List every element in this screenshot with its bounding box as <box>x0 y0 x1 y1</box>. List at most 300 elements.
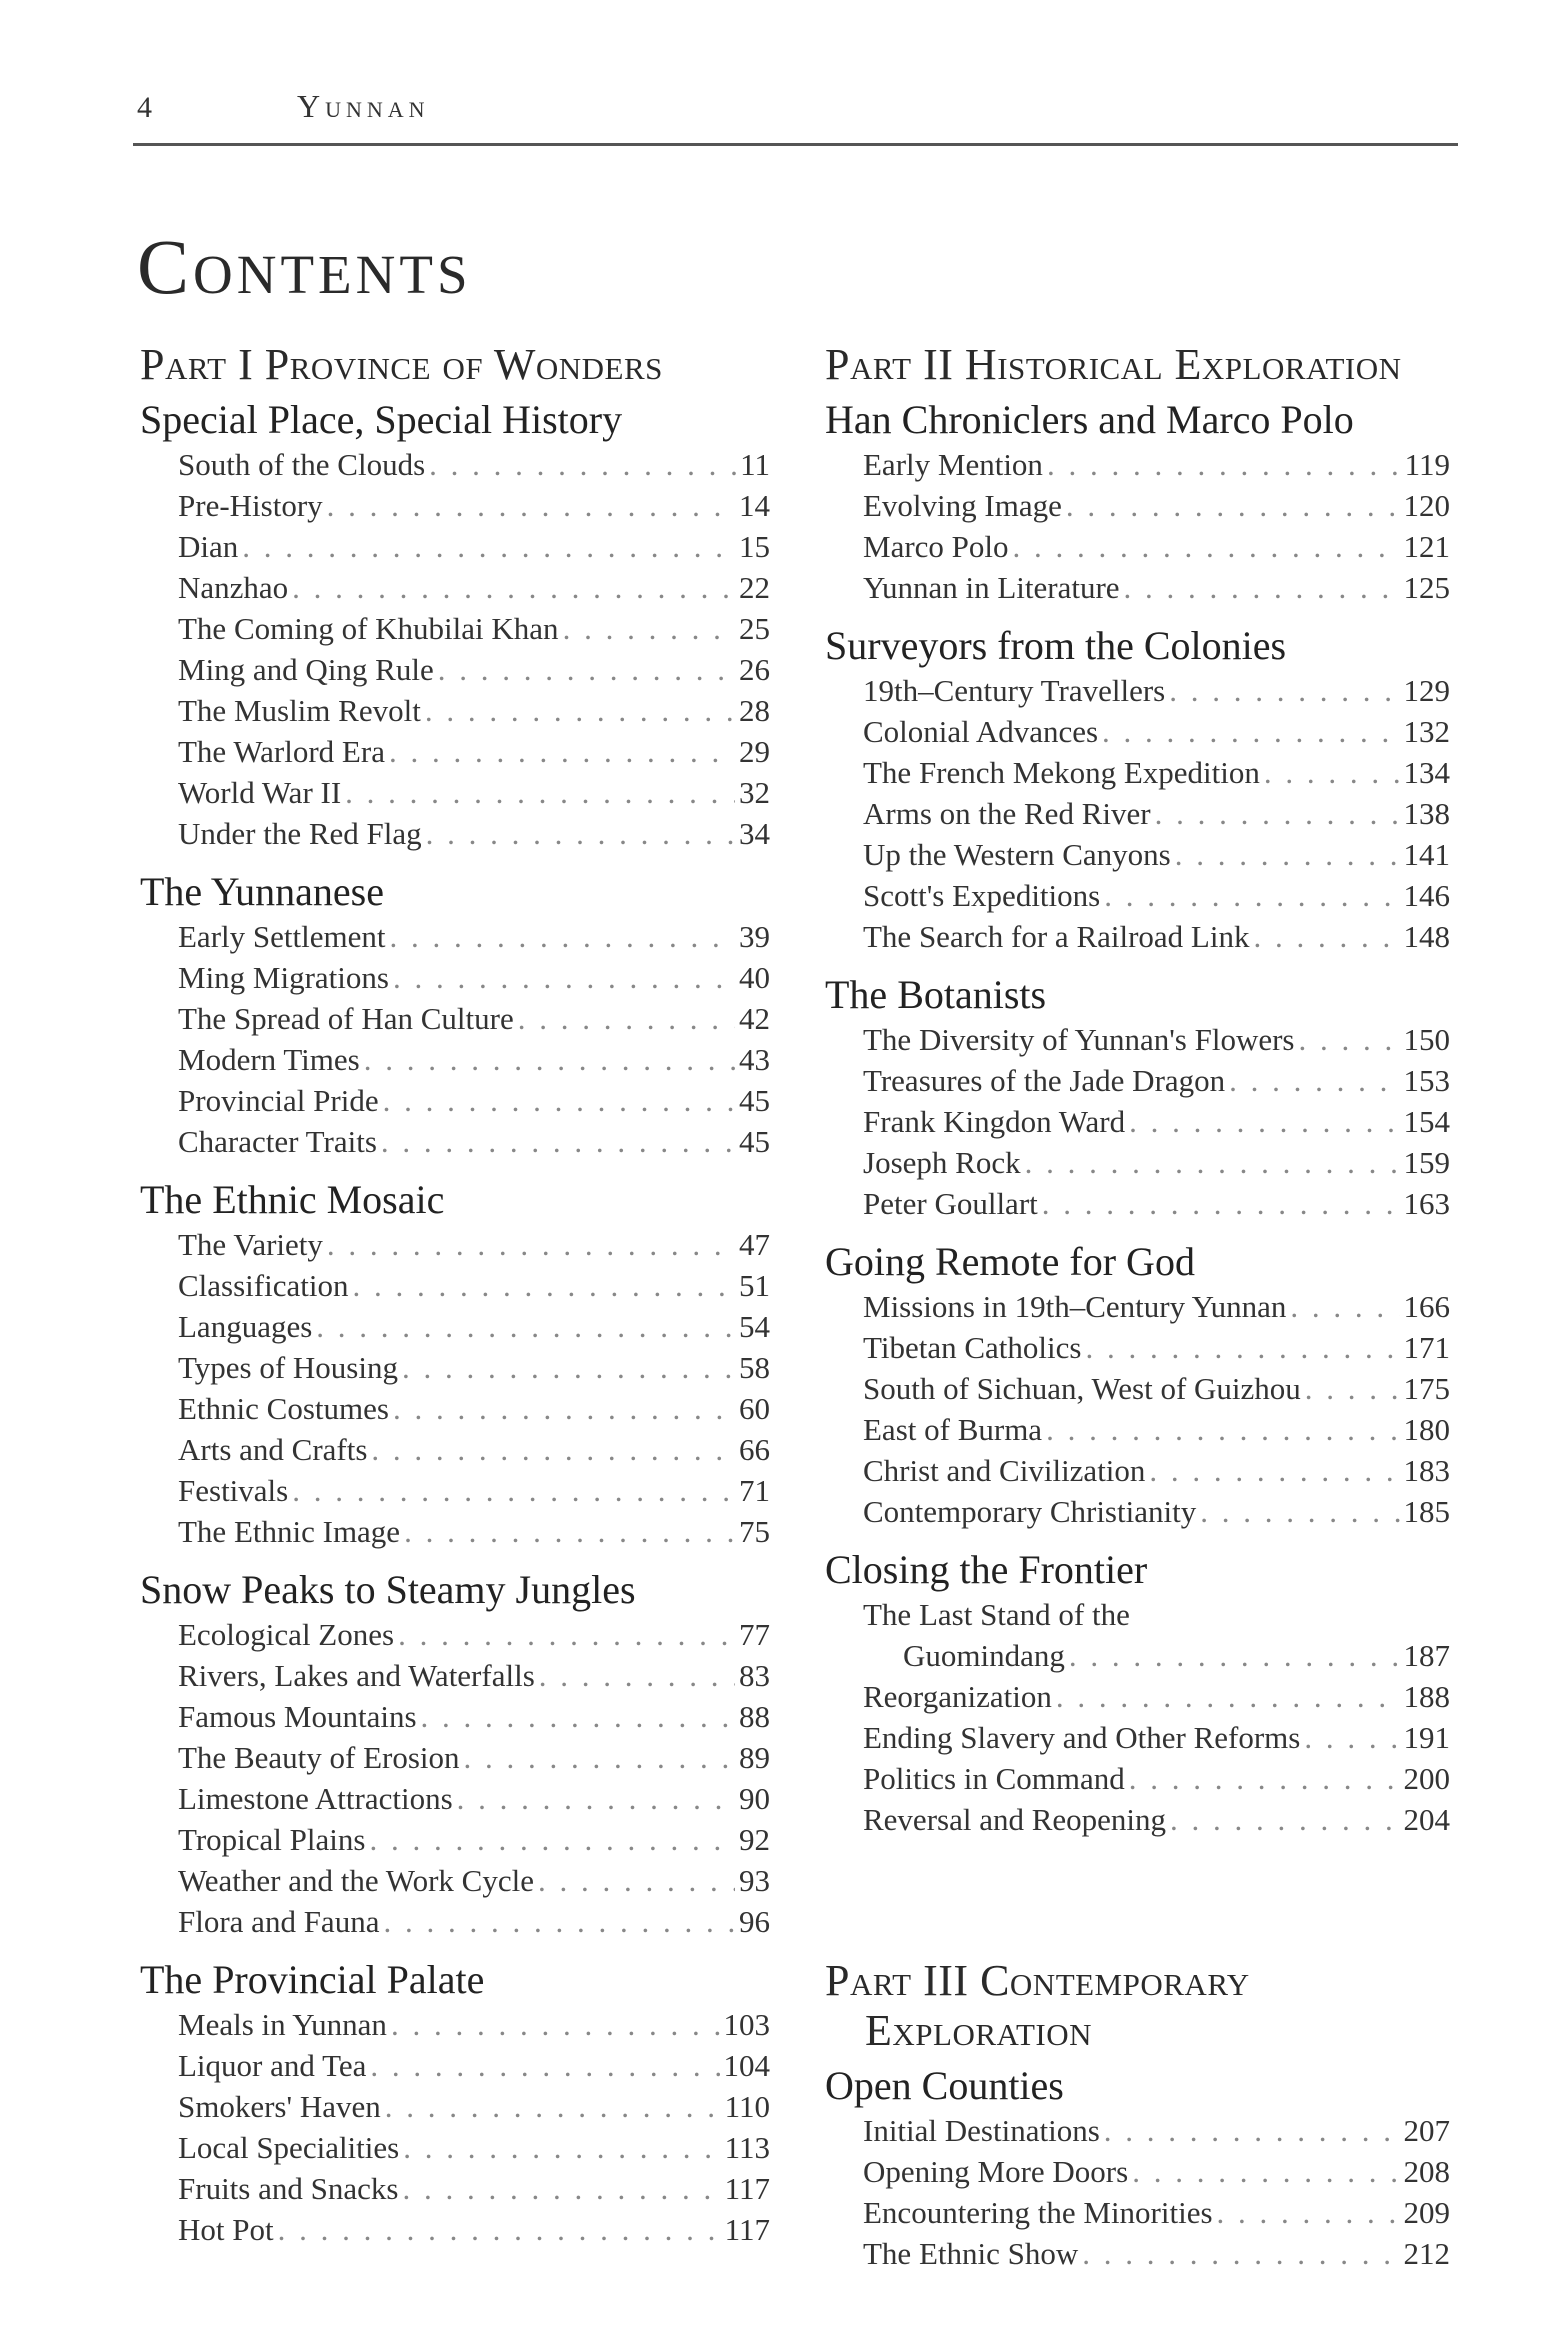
toc-entry[interactable] <box>140 1778 770 1819</box>
toc-section <box>825 1238 1450 1532</box>
toc-entry-label: South of Sichuan, West of Guizhou <box>863 1371 1301 1406</box>
toc-entry-page: 45 <box>739 1083 770 1118</box>
toc-entry-label: Christ and Civilization <box>863 1453 1146 1488</box>
toc-entry-label: Politics in Command <box>863 1761 1125 1796</box>
toc-entry-page: 175 <box>1403 1371 1450 1406</box>
toc-entry-page: 45 <box>739 1124 770 1159</box>
toc-entry[interactable] <box>825 793 1450 834</box>
section-title[interactable]: Open Counties <box>825 2063 1064 2108</box>
toc-entry-label: Reversal and Reopening <box>863 1802 1167 1837</box>
toc-entry-label: The Ethnic Show <box>863 2236 1079 2271</box>
toc-entry-label: Joseph Rock <box>863 1145 1021 1180</box>
toc-entry-page: 51 <box>739 1268 770 1303</box>
toc-entry-label: South of the Clouds <box>178 447 426 482</box>
toc-entry[interactable] <box>140 916 770 957</box>
dot-leader <box>1149 1450 1399 1491</box>
toc-entry-page: 125 <box>1403 570 1450 605</box>
toc-entry-page: 42 <box>739 1001 770 1036</box>
dot-leader <box>369 1819 735 1860</box>
section-title[interactable]: The Ethnic Mosaic <box>140 1177 445 1222</box>
toc-entry-page: 117 <box>724 2171 770 2206</box>
toc-entry-page: 208 <box>1403 2154 1450 2189</box>
dot-leader <box>1104 2110 1400 2151</box>
dot-leader <box>364 1039 735 1080</box>
toc-entry-page: 166 <box>1403 1289 1450 1324</box>
dot-leader <box>1155 793 1400 834</box>
toc-entry-page: 110 <box>724 2089 770 2124</box>
dot-leader <box>316 1306 735 1347</box>
toc-entry[interactable] <box>825 2151 1450 2192</box>
header-rule <box>133 143 1458 146</box>
dot-leader <box>383 1901 735 1942</box>
dot-leader <box>1170 1799 1399 1840</box>
dot-leader <box>1229 1060 1399 1101</box>
toc-column-right <box>825 340 1450 2308</box>
toc-entry-label: Local Specialities <box>178 2130 400 2165</box>
toc-section <box>140 1956 770 2250</box>
dot-leader <box>402 1347 735 1388</box>
toc-entry-label: World War II <box>178 775 342 810</box>
toc-entry[interactable] <box>140 1388 770 1429</box>
toc-entry-label: Under the Red Flag <box>178 816 422 851</box>
section-title[interactable]: Special Place, Special History <box>140 397 623 442</box>
toc-entry[interactable] <box>825 875 1450 916</box>
toc-entry-label: Opening More Doors <box>863 2154 1129 2189</box>
toc-entry[interactable] <box>140 1655 770 1696</box>
section-title[interactable]: Snow Peaks to Steamy Jungles <box>140 1567 636 1612</box>
toc-entry-label: Early Settlement <box>178 919 386 954</box>
toc-entry[interactable] <box>140 1121 770 1162</box>
dot-leader <box>1069 1635 1400 1676</box>
toc-entry-label: Dian <box>178 529 239 564</box>
dot-leader <box>327 1224 735 1265</box>
dot-leader <box>563 608 735 649</box>
toc-entry[interactable] <box>140 2127 770 2168</box>
toc-entry[interactable] <box>140 1860 770 1901</box>
toc-entry-page: 150 <box>1403 1022 1450 1057</box>
section-title[interactable]: Going Remote for God <box>825 1239 1195 1284</box>
dot-leader <box>1102 711 1399 752</box>
toc-entry[interactable] <box>825 1060 1450 1101</box>
toc-entry-label: The Spread of Han Culture <box>178 1001 514 1036</box>
toc-entry-label: Treasures of the Jade Dragon <box>863 1063 1226 1098</box>
dot-leader <box>389 916 735 957</box>
toc-entry-label: The Beauty of Erosion <box>178 1740 460 1775</box>
toc-entry-label: Tibetan Catholics <box>863 1330 1082 1365</box>
toc-entry[interactable] <box>825 1368 1450 1409</box>
toc-entry-page: 132 <box>1403 714 1450 749</box>
toc-entry[interactable] <box>825 916 1450 957</box>
toc-entry-page: 66 <box>739 1432 770 1467</box>
toc-entry-label: The Ethnic Image <box>178 1514 401 1549</box>
toc-entry-page: 171 <box>1403 1330 1450 1365</box>
toc-entry-page: 83 <box>739 1658 770 1693</box>
toc-entry[interactable] <box>140 1614 770 1655</box>
toc-entry[interactable] <box>140 485 770 526</box>
dot-leader <box>1047 444 1401 485</box>
toc-entry[interactable] <box>140 1039 770 1080</box>
toc-entry[interactable] <box>825 1409 1450 1450</box>
toc-entry-label: 19th–Century Travellers <box>863 673 1166 708</box>
dot-leader <box>393 957 735 998</box>
toc-entry-page: 113 <box>724 2130 770 2165</box>
toc-entry-label: East of Burma <box>863 1412 1043 1447</box>
toc-entry-label: Nanzhao <box>178 570 289 605</box>
toc-entry-page: 90 <box>739 1781 770 1816</box>
toc-entry-page: 180 <box>1403 1412 1450 1447</box>
toc-entry[interactable] <box>140 1737 770 1778</box>
dot-leader <box>278 2209 721 2250</box>
toc-entry-label: Arts and Crafts <box>178 1432 368 1467</box>
dot-leader <box>464 1737 735 1778</box>
toc-entry[interactable] <box>140 2209 770 2250</box>
toc-entry-label: Flora and Fauna <box>178 1904 380 1939</box>
toc-entry-label: Ethnic Costumes <box>178 1391 389 1426</box>
toc-entry-label: Colonial Advances <box>863 714 1099 749</box>
toc-entry[interactable] <box>825 1019 1450 1060</box>
toc-entry-label: Character Traits <box>178 1124 377 1159</box>
toc-entry[interactable] <box>825 1799 1450 1840</box>
toc-entry-page: 183 <box>1403 1453 1450 1488</box>
toc-entry[interactable] <box>140 1696 770 1737</box>
toc-entry[interactable] <box>140 731 770 772</box>
toc-section <box>140 1566 770 1942</box>
section-title[interactable]: Closing the Frontier <box>825 1547 1148 1592</box>
dot-leader <box>352 1265 735 1306</box>
toc-entry[interactable] <box>825 752 1450 793</box>
dot-leader <box>1299 1019 1400 1060</box>
toc-entry-page: 34 <box>739 816 770 851</box>
toc-entry-page: 204 <box>1403 1802 1450 1837</box>
toc-entry[interactable] <box>140 649 770 690</box>
dot-leader <box>1132 2151 1399 2192</box>
section-title[interactable]: The Botanists <box>825 972 1047 1017</box>
section-title[interactable]: The Yunnanese <box>140 869 384 914</box>
toc-entry[interactable] <box>140 1347 770 1388</box>
page-title: Contents <box>137 223 472 310</box>
dot-leader <box>1169 670 1399 711</box>
toc-entry-page: 28 <box>739 693 770 728</box>
toc-section <box>825 396 1450 608</box>
toc-entry-label: Fruits and Snacks <box>178 2171 399 2206</box>
dot-leader <box>1124 567 1400 608</box>
toc-entry-page: 120 <box>1403 488 1450 523</box>
toc-part <box>140 340 770 2250</box>
part-title: Part II Historical Exploration <box>825 340 1402 389</box>
dot-leader <box>1200 1491 1399 1532</box>
toc-entry-page: 93 <box>739 1863 770 1898</box>
toc-entry[interactable] <box>825 1286 1450 1327</box>
toc-entry-page: 75 <box>739 1514 770 1549</box>
toc-entry[interactable] <box>825 1327 1450 1368</box>
toc-entry[interactable] <box>140 1429 770 1470</box>
toc-entry-page: 187 <box>1403 1638 1450 1673</box>
toc-entry-label: Ending Slavery and Other Reforms <box>863 1720 1301 1755</box>
dot-leader <box>538 1860 735 1901</box>
toc-section <box>825 622 1450 957</box>
dot-leader <box>1129 1101 1399 1142</box>
toc-entry-page: 207 <box>1403 2113 1450 2148</box>
toc-entry-page: 104 <box>723 2048 770 2083</box>
dot-leader <box>1046 1409 1399 1450</box>
toc-entry-label: Types of Housing <box>178 1350 398 1385</box>
toc-entry-page: 43 <box>739 1042 770 1077</box>
dot-leader <box>292 1470 735 1511</box>
toc-entry-label: Peter Goullart <box>863 1186 1038 1221</box>
toc-entry[interactable] <box>140 2004 770 2045</box>
dot-leader <box>1254 916 1400 957</box>
section-title[interactable]: Han Chroniclers and Marco Polo <box>825 397 1354 442</box>
page-number: 4 <box>137 91 153 124</box>
toc-entry-label: Limestone Attractions <box>178 1781 453 1816</box>
dot-leader <box>457 1778 735 1819</box>
dot-leader <box>429 444 736 485</box>
toc-entry[interactable] <box>140 2045 770 2086</box>
toc-section <box>140 868 770 1162</box>
toc-entry[interactable] <box>825 1450 1450 1491</box>
dot-leader <box>1042 1183 1400 1224</box>
dot-leader <box>1305 1368 1400 1409</box>
dot-leader <box>391 2004 720 2045</box>
toc-section <box>825 2062 1450 2274</box>
toc-entry-page: 26 <box>739 652 770 687</box>
dot-leader <box>1066 485 1400 526</box>
dot-leader <box>371 1429 735 1470</box>
toc-entry-page: 39 <box>739 919 770 954</box>
part-title: Part III Contemporary Exploration <box>825 1956 1250 2055</box>
toc-entry-label: Yunnan in Literature <box>863 570 1120 605</box>
toc-entry-label: The Last Stand of the <box>863 1597 1130 1632</box>
toc-entry-label: Missions in 19th–Century Yunnan <box>863 1289 1287 1324</box>
toc-entry-page: 121 <box>1403 529 1450 564</box>
toc-entry-label: Pre-History <box>178 488 323 523</box>
toc-entry-page: 22 <box>739 570 770 605</box>
toc-entry[interactable] <box>140 1511 770 1552</box>
toc-entry-label: Hot Pot <box>178 2212 274 2247</box>
toc-entry-label: Encountering the Minorities <box>863 2195 1213 2230</box>
toc-entry-page: 40 <box>739 960 770 995</box>
toc-entry[interactable] <box>140 998 770 1039</box>
toc-entry-page: 15 <box>739 529 770 564</box>
toc-entry-page: 209 <box>1403 2195 1450 2230</box>
toc-entry[interactable] <box>825 2192 1450 2233</box>
dot-leader <box>1290 1286 1399 1327</box>
toc-entry-page: 60 <box>739 1391 770 1426</box>
toc-entry-label: Ming and Qing Rule <box>178 652 434 687</box>
dot-leader <box>1175 834 1400 875</box>
dot-leader <box>438 649 735 690</box>
toc-entry[interactable] <box>140 1901 770 1942</box>
dot-leader <box>327 485 735 526</box>
toc-entry[interactable] <box>140 1819 770 1860</box>
dot-leader <box>370 2045 719 2086</box>
toc-section <box>140 1176 770 1552</box>
toc-entry-page: 77 <box>739 1617 770 1652</box>
toc-entry-page: 200 <box>1403 1761 1450 1796</box>
toc-entry-page: 159 <box>1403 1145 1450 1180</box>
toc-entry-page: 191 <box>1403 1720 1450 1755</box>
toc-entry[interactable] <box>825 1491 1450 1532</box>
dot-leader <box>345 772 735 813</box>
toc-entry-page: 185 <box>1403 1494 1450 1529</box>
dot-leader <box>242 526 735 567</box>
toc-entry-label: Weather and the Work Cycle <box>178 1863 534 1898</box>
toc-entry-page: 89 <box>739 1740 770 1775</box>
toc-entry-label: Famous Mountains <box>178 1699 417 1734</box>
toc-entry-label: The Coming of Khubilai Khan <box>178 611 559 646</box>
toc-entry-page: 58 <box>739 1350 770 1385</box>
toc-entry-page: 129 <box>1403 673 1450 708</box>
dot-leader <box>393 1388 735 1429</box>
toc-entry-page: 148 <box>1403 919 1450 954</box>
dot-leader <box>1056 1676 1400 1717</box>
toc-entry[interactable] <box>140 1080 770 1121</box>
toc-entry-continuation[interactable] <box>825 1635 1450 1676</box>
part-spacer <box>825 1874 1450 1956</box>
dot-leader <box>1129 1758 1400 1799</box>
toc-entry-label: Contemporary Christianity <box>863 1494 1197 1529</box>
toc-entry[interactable] <box>140 608 770 649</box>
toc-entry[interactable] <box>140 444 770 485</box>
toc-entry[interactable] <box>825 1758 1450 1799</box>
toc-entry-label: Early Mention <box>863 447 1043 482</box>
toc-entry[interactable] <box>140 690 770 731</box>
toc-entry[interactable] <box>140 567 770 608</box>
dot-leader <box>1264 752 1400 793</box>
toc-entry[interactable] <box>825 2110 1450 2151</box>
toc-entry-label: Classification <box>178 1268 349 1303</box>
toc-entry[interactable] <box>825 526 1450 567</box>
toc-entry-label: The Muslim Revolt <box>178 693 421 728</box>
toc-entry[interactable] <box>140 2168 770 2209</box>
toc-entry-label: Festivals <box>178 1473 289 1508</box>
dot-leader <box>385 2086 721 2127</box>
toc-entry-page: 117 <box>724 2212 770 2247</box>
toc-entry-label: Ecological Zones <box>178 1617 395 1652</box>
toc-entry-label: The Variety <box>178 1227 323 1262</box>
toc-entry-page: 71 <box>739 1473 770 1508</box>
toc-entry-page: 29 <box>739 734 770 769</box>
toc-entry[interactable] <box>825 1101 1450 1142</box>
toc-entry-page: 119 <box>1404 447 1450 482</box>
toc-entry[interactable] <box>825 1594 1450 1635</box>
toc-entry-label: Scott's Expeditions <box>863 878 1101 913</box>
toc-entry-label: Ming Migrations <box>178 960 389 995</box>
toc-entry-label: The Warlord Era <box>178 734 385 769</box>
dot-leader <box>1304 1717 1399 1758</box>
toc-entry[interactable] <box>825 567 1450 608</box>
toc-entry-label: Languages <box>178 1309 313 1344</box>
dot-leader <box>425 690 735 731</box>
toc-entry[interactable] <box>140 1265 770 1306</box>
toc-entry-label: Liquor and Tea <box>178 2048 367 2083</box>
dot-leader <box>292 567 735 608</box>
toc-entry[interactable] <box>825 670 1450 711</box>
toc-entry-page: 163 <box>1403 1186 1450 1221</box>
toc-entry-page: 153 <box>1403 1063 1450 1098</box>
toc-entry-label: Rivers, Lakes and Waterfalls <box>178 1658 535 1693</box>
dot-leader <box>539 1655 735 1696</box>
toc-entry-label: Reorganization <box>863 1679 1052 1714</box>
toc-entry-label: Tropical Plains <box>178 1822 366 1857</box>
dot-leader <box>389 731 735 772</box>
toc-entry-label: Smokers' Haven <box>178 2089 381 2124</box>
toc-entry-page: 138 <box>1403 796 1450 831</box>
toc-entry[interactable] <box>825 2233 1450 2274</box>
running-head <box>137 88 430 125</box>
toc-entry-page: 212 <box>1403 2236 1450 2271</box>
dot-leader <box>1013 526 1400 567</box>
toc-entry-page: 96 <box>739 1904 770 1939</box>
toc-entry[interactable] <box>825 1142 1450 1183</box>
toc-entry-page: 146 <box>1403 878 1450 913</box>
toc-entry[interactable] <box>140 813 770 854</box>
toc-entry-label: Evolving Image <box>863 488 1062 523</box>
toc-entry-label: Initial Destinations <box>863 2113 1100 2148</box>
toc-entry[interactable] <box>140 2086 770 2127</box>
toc-entry[interactable] <box>825 1183 1450 1224</box>
toc-entry[interactable] <box>140 957 770 998</box>
section-title[interactable]: Surveyors from the Colonies <box>825 623 1287 668</box>
toc-entry[interactable] <box>825 711 1450 752</box>
toc-entry[interactable] <box>140 526 770 567</box>
toc-entry-page: 25 <box>739 611 770 646</box>
dot-leader <box>404 1511 735 1552</box>
dot-leader <box>1082 2233 1399 2274</box>
dot-leader <box>1025 1142 1400 1183</box>
toc-entry[interactable] <box>825 1717 1450 1758</box>
toc-entry-page: 154 <box>1403 1104 1450 1139</box>
section-title[interactable]: The Provincial Palate <box>140 1957 485 2002</box>
toc-entry[interactable] <box>825 485 1450 526</box>
toc-entry-label: Meals in Yunnan <box>178 2007 387 2042</box>
dot-leader <box>383 1080 735 1121</box>
toc-entry-label: Modern Times <box>178 1042 360 1077</box>
toc-entry-label: Frank Kingdon Ward <box>863 1104 1126 1139</box>
toc-entry[interactable] <box>140 1224 770 1265</box>
dot-leader <box>398 1614 735 1655</box>
dot-leader <box>518 998 735 1039</box>
toc-entry-page: 32 <box>739 775 770 810</box>
toc-entry-page: 92 <box>739 1822 770 1857</box>
toc-entry[interactable] <box>825 444 1450 485</box>
toc-entry-label: The Search for a Railroad Link <box>863 919 1250 954</box>
dot-leader <box>421 1696 735 1737</box>
toc-part <box>825 1956 1450 2274</box>
toc-entry-page: 188 <box>1403 1679 1450 1714</box>
toc-entry[interactable] <box>140 1470 770 1511</box>
part-title: Part I Province of Wonders <box>140 340 663 389</box>
toc-entry-label: Guomindang <box>903 1638 1065 1673</box>
toc-entry-page: 134 <box>1403 755 1450 790</box>
toc-entry[interactable] <box>140 772 770 813</box>
toc-entry[interactable] <box>140 1306 770 1347</box>
toc-section <box>140 396 770 854</box>
toc-entry-page: 103 <box>723 2007 770 2042</box>
toc-entry-page: 54 <box>739 1309 770 1344</box>
book-title: Yunnan <box>297 88 430 124</box>
toc-entry[interactable] <box>825 834 1450 875</box>
toc-entry-label: Marco Polo <box>863 529 1009 564</box>
toc-entry[interactable] <box>825 1676 1450 1717</box>
toc-entry-label: Up the Western Canyons <box>863 837 1171 872</box>
toc-entry-page: 88 <box>739 1699 770 1734</box>
toc-entry-page: 47 <box>739 1227 770 1262</box>
toc-entry-page: 141 <box>1403 837 1450 872</box>
dot-leader <box>402 2168 720 2209</box>
dot-leader <box>403 2127 720 2168</box>
toc-part <box>825 340 1450 1840</box>
